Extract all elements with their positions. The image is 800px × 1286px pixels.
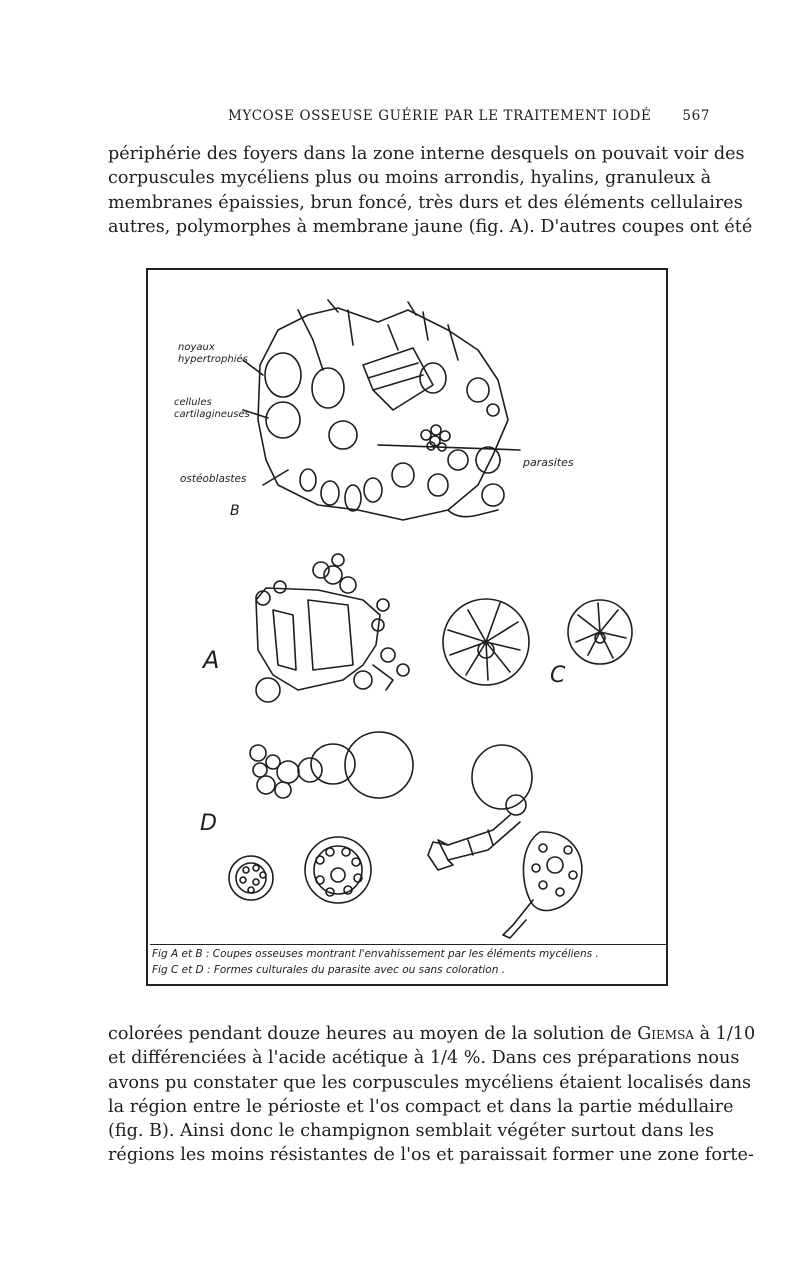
label-fig-b: B [230, 503, 240, 519]
text-line: régions les moins résistantes de l'os et paraissait former une zone forte- [108, 1145, 754, 1166]
figure-d-drawing [229, 732, 582, 938]
text-fragment: colorées pendant douze heures au moyen de la solution de [108, 1024, 638, 1044]
figure-plate [146, 268, 668, 986]
running-header [108, 108, 710, 128]
text-line: périphérie des foyers dans la zone interne desquels on pouvait voir des [108, 144, 745, 164]
label-fig-c: C [550, 663, 566, 688]
figure-drawings [148, 270, 666, 984]
paragraph-bottom [108, 1022, 756, 1168]
paragraph-top [108, 142, 753, 239]
page-number: 567 [682, 108, 710, 124]
author-name: Giemsa [637, 1024, 694, 1044]
running-title: MYCOSE OSSEUSE GUÉRIE PAR LE TRAITEMENT IODÉ [228, 108, 652, 124]
label-cellules: cellules [174, 397, 212, 408]
label-fig-d: D [200, 811, 217, 836]
text-line: (fig. B). Ainsi donc le champignon semblait végéter surtout dans les [108, 1121, 715, 1142]
text-line [108, 1022, 756, 1046]
figure-a-drawing [256, 554, 409, 702]
text-line: avons pu constater que les corpuscules mycéliens étaient localisés dans [108, 1072, 752, 1093]
label-cartilagineuses: cartilagineuses [174, 409, 250, 420]
text-line: et différenciées à l'acide acétique à 1/4 %. Dans ces préparations nous [108, 1048, 740, 1069]
label-noyaux: noyaux [178, 342, 215, 353]
text-fragment: à 1/10 [693, 1024, 756, 1044]
caption-divider [150, 944, 666, 945]
text-line: corpuscules mycéliens plus ou moins arrondis, hyalins, granuleux à [108, 168, 712, 189]
text-line: autres, polymorphes à membrane jaune (fig. A). D'autres coupes ont été [108, 216, 753, 237]
text-line: la région entre le périoste et l'os compact et dans la partie médullaire [108, 1096, 734, 1117]
label-hypertrophies: hypertrophiés [178, 354, 248, 365]
label-parasites: parasites [523, 456, 574, 469]
figure-caption-1: Fig A et B : Coupes osseuses montrant l'envahissement par les éléments mycéliens . [152, 948, 599, 960]
label-fig-a: A [203, 646, 220, 674]
label-osteoblastes: ostéoblastes [180, 473, 247, 485]
figure-b-drawing [243, 300, 520, 520]
figure-c-drawing [443, 599, 632, 685]
text-line: membranes épaissies, brun foncé, très durs et des éléments cellulaires [108, 192, 743, 213]
figure-caption-2: Fig C et D : Formes culturales du parasite avec ou sans coloration . [152, 964, 506, 976]
